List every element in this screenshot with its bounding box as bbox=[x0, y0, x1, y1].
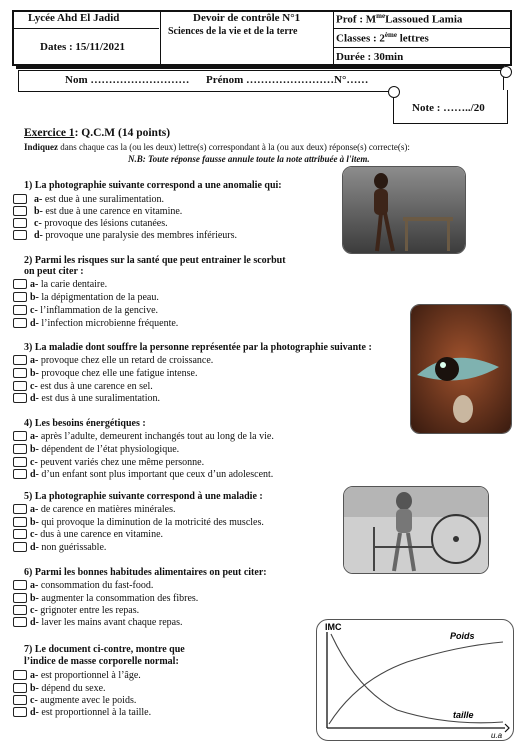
question-4-title: 4) Les besoins énergétiques : bbox=[24, 418, 146, 429]
checkbox-q1-c[interactable] bbox=[13, 218, 27, 228]
photo-q3-image bbox=[411, 305, 512, 434]
checkbox-q7-a[interactable] bbox=[13, 670, 27, 680]
question-2-title-cont: on peut citer : bbox=[24, 266, 84, 277]
teacher-name: Prof : $M^{me}Lassoued$ Lamia bbox=[336, 12, 463, 26]
checkbox-q5-a[interactable] bbox=[13, 504, 27, 514]
photo-q1 bbox=[342, 166, 466, 254]
checkbox-q4-a[interactable] bbox=[13, 431, 27, 441]
option-q7-a: a- est proportionnel à l’âge. bbox=[30, 670, 141, 681]
photo-q3 bbox=[410, 304, 512, 434]
option-q4-a: a- après l’adulte, demeurent inchangés tout au long de la vie. bbox=[30, 431, 274, 442]
question-6-title: 6) Parmi les bonnes habitudes alimentaires on peut citer: bbox=[24, 567, 267, 578]
checkbox-q2-d[interactable] bbox=[13, 318, 27, 328]
header-divider bbox=[334, 47, 510, 48]
option-q7-d: d- est proportionnel à la taille. bbox=[30, 707, 152, 718]
option-q1-d: d- provoque une paralysie des membres inférieurs. bbox=[34, 230, 238, 241]
option-q2-d: d- l’infection microbienne fréquente. bbox=[30, 318, 179, 329]
option-q3-a: a- provoque chez elle un retard de croissance. bbox=[30, 355, 214, 366]
checkbox-q3-b[interactable] bbox=[13, 368, 27, 378]
option-q6-a: a- consommation du fast-food. bbox=[30, 580, 154, 591]
exercise-title: Exercice 1: Q.C.M (14 points) bbox=[24, 127, 171, 139]
option-q6-c: c- grignoter entre les repas. bbox=[30, 605, 140, 616]
question-7-title-cont: l’indice de masse corporelle normal: bbox=[24, 656, 179, 667]
option-q5-b: b- qui provoque la diminution de la motricité des muscles. bbox=[30, 517, 264, 528]
question-3-title: 3) La maladie dont souffre la personne représentée par la photographie suivante : bbox=[24, 342, 372, 353]
option-q2-c: c- l’inflammation de la gencive. bbox=[30, 305, 159, 316]
graph-x-label: u.a bbox=[491, 731, 503, 740]
scroll-curl-icon bbox=[500, 66, 512, 78]
header-divider bbox=[334, 28, 510, 29]
imc-graph-svg bbox=[317, 620, 514, 741]
checkbox-q1-a[interactable] bbox=[13, 194, 27, 204]
exam-subject: Sciences de la vie et de la terre bbox=[168, 26, 298, 37]
option-q3-c: c- est dus à une carence en sel. bbox=[30, 381, 153, 392]
name-field-label: Nom ……………………… bbox=[65, 74, 190, 86]
option-q4-c: c- peuvent variés chez une même personne. bbox=[30, 457, 205, 468]
option-q6-d: d- laver les mains avant chaque repas. bbox=[30, 617, 183, 628]
checkbox-q4-d[interactable] bbox=[13, 469, 27, 479]
curve-taille bbox=[331, 634, 503, 723]
graph-curve-poids-label: Poids bbox=[450, 631, 475, 641]
class-level: Classes : 2ème lettres bbox=[336, 31, 429, 45]
note-label: Note : ……../20 bbox=[412, 102, 485, 114]
option-q6-b: b- augmenter la consommation des fibres. bbox=[30, 593, 199, 604]
checkbox-q4-c[interactable] bbox=[13, 457, 27, 467]
option-q5-d: d- non guérissable. bbox=[30, 542, 107, 553]
checkbox-q7-c[interactable] bbox=[13, 695, 27, 705]
exam-title: Devoir de contrôle N°1 bbox=[193, 12, 301, 24]
photo-q5 bbox=[343, 486, 489, 574]
imc-graph bbox=[316, 619, 514, 741]
checkbox-q3-d[interactable] bbox=[13, 393, 27, 403]
option-q3-b: b- provoque chez elle une fatigue intense. bbox=[30, 368, 198, 379]
checkbox-q2-b[interactable] bbox=[13, 292, 27, 302]
x-axis-arrow-icon bbox=[505, 724, 509, 732]
header-rule bbox=[16, 66, 504, 69]
option-q1-c: c- provoque des lésions cutanées. bbox=[34, 218, 168, 229]
question-2-title: 2) Parmi les risques sur la santé que peut entrainer le scorbut bbox=[24, 255, 286, 266]
graph-y-label: IMC bbox=[325, 622, 342, 632]
graph-curve-taille-label: taille bbox=[453, 710, 474, 720]
option-q1-b: b- est due à une carence en vitamine. bbox=[34, 206, 183, 217]
photo-q5-image bbox=[344, 487, 489, 574]
checkbox-q2-c[interactable] bbox=[13, 305, 27, 315]
header-divider bbox=[14, 28, 159, 29]
question-5-title: 5) La photographie suivante correspond à une maladie : bbox=[24, 491, 263, 502]
option-q1-a: a- est due à une suralimentation. bbox=[34, 194, 164, 205]
option-q4-b: b- dépendent de l’état physiologique. bbox=[30, 444, 180, 455]
checkbox-q5-d[interactable] bbox=[13, 542, 27, 552]
checkbox-q6-c[interactable] bbox=[13, 605, 27, 615]
checkbox-q5-b[interactable] bbox=[13, 517, 27, 527]
scroll-curl-icon bbox=[388, 86, 400, 98]
exam-date: Dates : 15/11/2021 bbox=[40, 41, 125, 53]
checkbox-q1-b[interactable] bbox=[13, 206, 27, 216]
option-q2-a: a- la carie dentaire. bbox=[30, 279, 108, 290]
checkbox-q3-c[interactable] bbox=[13, 381, 27, 391]
school-name: Lycée Ahd El Jadid bbox=[28, 12, 120, 24]
checkbox-q1-d[interactable] bbox=[13, 230, 27, 240]
photo-q1-image bbox=[343, 167, 466, 254]
exercise-note: N.B: Toute réponse fausse annule toute la note attribuée à l'item. bbox=[128, 154, 370, 164]
checkbox-q6-d[interactable] bbox=[13, 617, 27, 627]
checkbox-q5-c[interactable] bbox=[13, 529, 27, 539]
question-1-title: 1) La photographie suivante correspond a une anomalie qui: bbox=[24, 180, 282, 191]
option-q3-d: d- est dus à une suralimentation. bbox=[30, 393, 160, 404]
checkbox-q3-a[interactable] bbox=[13, 355, 27, 365]
option-q5-c: c- dus à une carence en vitamine. bbox=[30, 529, 164, 540]
duration: Durée : 30min bbox=[336, 51, 404, 63]
checkbox-q2-a[interactable] bbox=[13, 279, 27, 289]
question-7-title: 7) Le document ci-contre, montre que bbox=[24, 644, 185, 655]
option-q4-d: d- d’un enfant sont plus important que ceux d’un adolescent. bbox=[30, 469, 274, 480]
option-q7-c: c- augmente avec le poids. bbox=[30, 695, 137, 706]
checkbox-q7-b[interactable] bbox=[13, 683, 27, 693]
checkbox-q7-d[interactable] bbox=[13, 707, 27, 717]
checkbox-q6-a[interactable] bbox=[13, 580, 27, 590]
exercise-instruction: Indiquez dans chaque cas la (ou les deux) lettre(s) correspondant à la (ou aux deux) réponse(s) correcte(s): bbox=[24, 142, 410, 152]
option-q7-b: b- dépend du sexe. bbox=[30, 683, 106, 694]
firstname-field-label: Prénom ……………………N°…… bbox=[206, 74, 369, 86]
option-q5-a: a- de carence en matières minérales. bbox=[30, 504, 176, 515]
curve-poids bbox=[329, 642, 503, 724]
checkbox-q6-b[interactable] bbox=[13, 593, 27, 603]
checkbox-q4-b[interactable] bbox=[13, 444, 27, 454]
option-q2-b: b- la dépigmentation de la peau. bbox=[30, 292, 159, 303]
